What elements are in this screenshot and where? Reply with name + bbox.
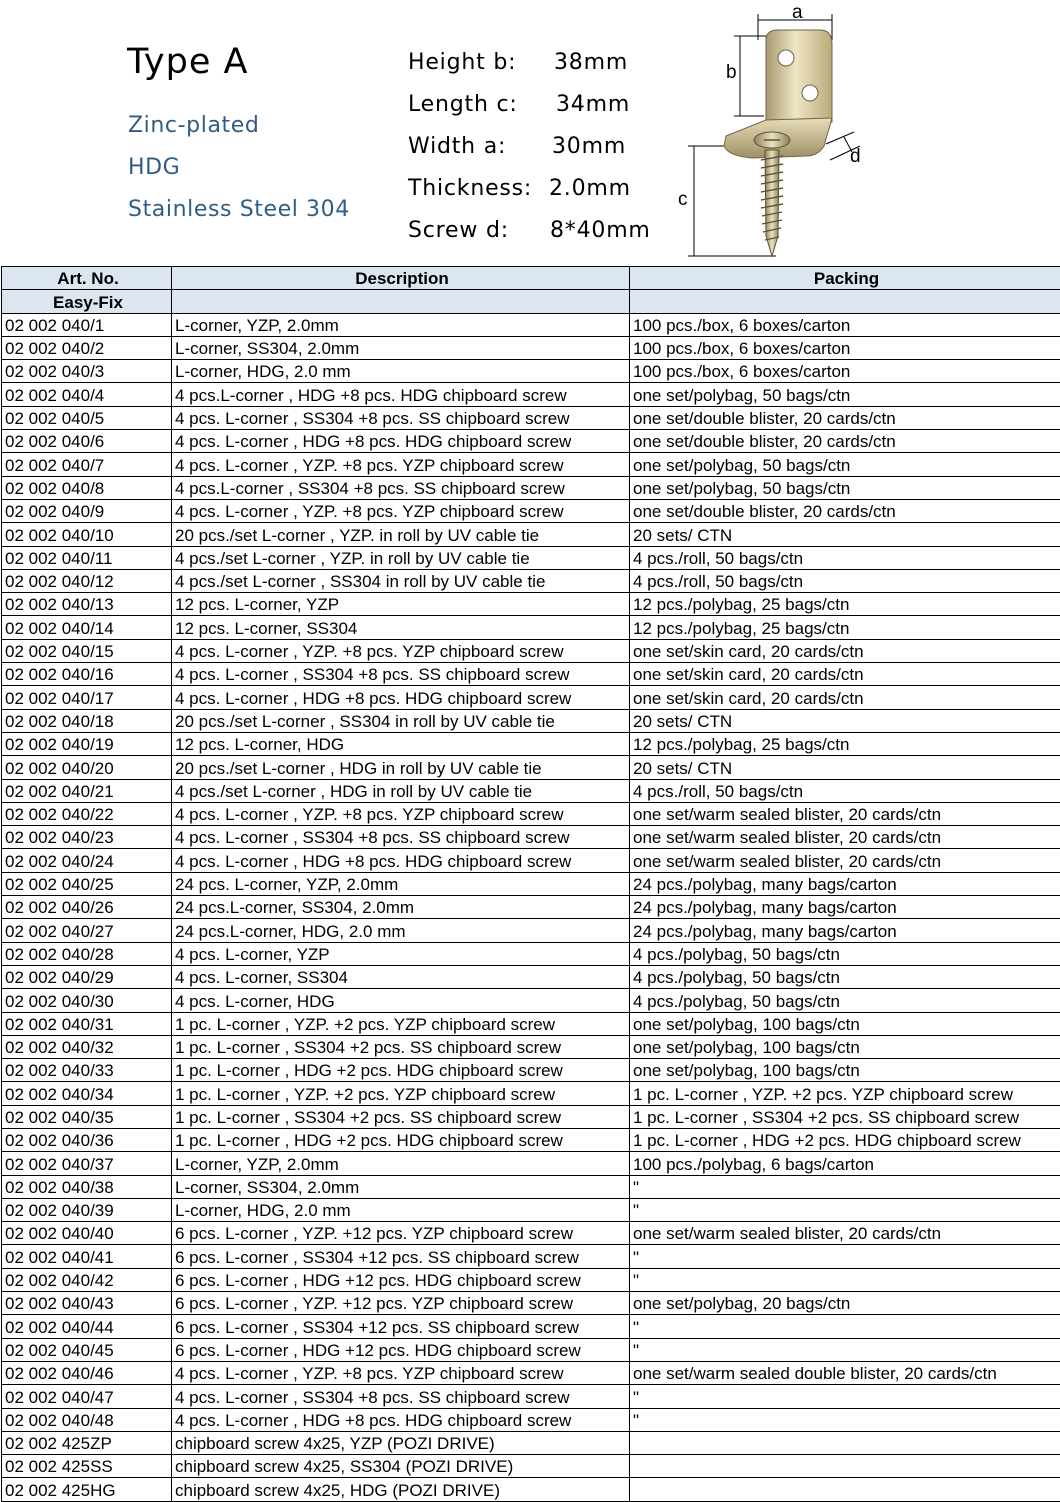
- cell-description: 4 pcs./set L-corner , HDG in roll by UV cable tie: [172, 779, 630, 802]
- cell-description: L-corner, YZP, 2.0mm: [172, 1152, 630, 1175]
- type-title: Type A: [127, 42, 248, 82]
- cell-art-no: 02 002 040/19: [2, 732, 172, 755]
- cell-packing: 12 pcs./polybag, 25 bags/ctn: [630, 732, 1060, 755]
- cell-packing: one set/skin card, 20 cards/ctn: [630, 686, 1060, 709]
- table-row: [2, 1385, 1060, 1408]
- table-row: [2, 1012, 1060, 1035]
- cell-packing: 4 pcs./polybag, 50 bags/ctn: [630, 942, 1060, 965]
- cell-description: 4 pcs. L-corner, SS304: [172, 965, 630, 988]
- cell-art-no: 02 002 040/27: [2, 919, 172, 942]
- cell-art-no: 02 002 040/46: [2, 1361, 172, 1384]
- cell-art-no: 02 002 040/32: [2, 1035, 172, 1058]
- spec-value: 2.0mm: [549, 176, 631, 201]
- table-row: [2, 756, 1060, 779]
- cell-art-no: 02 002 040/13: [2, 593, 172, 616]
- cell-packing: 1 pc. L-corner , HDG +2 pcs. HDG chipboard screw: [630, 1128, 1060, 1151]
- table-header-row: [2, 267, 1060, 290]
- table-row: [2, 1408, 1060, 1431]
- cell-art-no: 02 002 040/21: [2, 779, 172, 802]
- cell-packing: one set/skin card, 20 cards/ctn: [630, 639, 1060, 662]
- cell-packing: one set/double blister, 20 cards/ctn: [630, 499, 1060, 522]
- cell-description: 20 pcs./set L-corner , SS304 in roll by UV cable tie: [172, 709, 630, 732]
- cell-description: 1 pc. L-corner , YZP. +2 pcs. YZP chipboard screw: [172, 1012, 630, 1035]
- table-row: [2, 989, 1060, 1012]
- cell-art-no: 02 002 040/38: [2, 1175, 172, 1198]
- cell-description: 4 pcs. L-corner , HDG +8 pcs. HDG chipboard screw: [172, 430, 630, 453]
- table-row: [2, 1222, 1060, 1245]
- cell-art-no: 02 002 040/22: [2, 802, 172, 825]
- cell-description: 6 pcs. L-corner , HDG +12 pcs. HDG chipboard screw: [172, 1338, 630, 1361]
- cell-art-no: 02 002 040/33: [2, 1059, 172, 1082]
- label-d: d: [850, 146, 861, 167]
- table-row: [2, 802, 1060, 825]
- cell-art-no: 02 002 040/4: [2, 383, 172, 406]
- cell-packing: 100 pcs./box, 6 boxes/carton: [630, 336, 1060, 359]
- cell-art-no: 02 002 040/41: [2, 1245, 172, 1268]
- table-row: [2, 383, 1060, 406]
- cell-packing: ": [630, 1408, 1060, 1431]
- column-header-packing: Packing: [630, 267, 1060, 290]
- cell-description: 12 pcs. L-corner, SS304: [172, 616, 630, 639]
- cell-art-no: 02 002 040/14: [2, 616, 172, 639]
- table-row: [2, 1198, 1060, 1221]
- table-row: [2, 896, 1060, 919]
- cell-description: L-corner, SS304, 2.0mm: [172, 336, 630, 359]
- cell-art-no: 02 002 040/17: [2, 686, 172, 709]
- cell-art-no: 02 002 040/23: [2, 826, 172, 849]
- cell-packing: ": [630, 1198, 1060, 1221]
- label-c: c: [678, 189, 688, 210]
- cell-description: L-corner, YZP, 2.0mm: [172, 313, 630, 336]
- table-row: [2, 1268, 1060, 1291]
- cell-packing: 12 pcs./polybag, 25 bags/ctn: [630, 616, 1060, 639]
- cell-packing: 1 pc. L-corner , YZP. +2 pcs. YZP chipboard screw: [630, 1082, 1060, 1105]
- cell-art-no: 02 002 040/18: [2, 709, 172, 732]
- cell-packing: 100 pcs./polybag, 6 bags/carton: [630, 1152, 1060, 1175]
- cell-packing: 4 pcs./roll, 50 bags/ctn: [630, 546, 1060, 569]
- table-row: [2, 453, 1060, 476]
- cell-art-no: 02 002 040/6: [2, 430, 172, 453]
- table-row: [2, 779, 1060, 802]
- cell-description: 4 pcs. L-corner , YZP. +8 pcs. YZP chipboard screw: [172, 499, 630, 522]
- bracket-hole-icon: [778, 50, 794, 66]
- cell-art-no: 02 002 040/24: [2, 849, 172, 872]
- product-header: [0, 0, 1060, 266]
- cell-description: 4 pcs.L-corner , SS304 +8 pcs. SS chipboard screw: [172, 476, 630, 499]
- cell-packing: one set/warm sealed blister, 20 cards/ctn: [630, 849, 1060, 872]
- cell-packing: 4 pcs./roll, 50 bags/ctn: [630, 569, 1060, 592]
- cell-art-no: 02 002 040/43: [2, 1292, 172, 1315]
- cell-description: 4 pcs./set L-corner , YZP. in roll by UV cable tie: [172, 546, 630, 569]
- cell-packing: one set/polybag, 20 bags/ctn: [630, 1292, 1060, 1315]
- table-row: [2, 1152, 1060, 1175]
- table-row: [2, 360, 1060, 383]
- column-header-art-no: Art. No.: [2, 267, 172, 290]
- cell-packing: ": [630, 1385, 1060, 1408]
- cell-packing: 20 sets/ CTN: [630, 756, 1060, 779]
- table-row: [2, 1128, 1060, 1151]
- table-row: [2, 709, 1060, 732]
- group-row-easy-fix: [2, 290, 1060, 313]
- cell-packing: one set/skin card, 20 cards/ctn: [630, 663, 1060, 686]
- dimension-d: [826, 132, 861, 167]
- cell-packing: 4 pcs./polybag, 50 bags/ctn: [630, 965, 1060, 988]
- cell-packing: 12 pcs./polybag, 25 bags/ctn: [630, 593, 1060, 616]
- cell-art-no: 02 002 040/26: [2, 896, 172, 919]
- table-row: [2, 593, 1060, 616]
- table-row: [2, 663, 1060, 686]
- cell-packing: one set/polybag, 100 bags/ctn: [630, 1012, 1060, 1035]
- cell-packing: ": [630, 1338, 1060, 1361]
- cell-art-no: 02 002 040/34: [2, 1082, 172, 1105]
- cell-art-no: 02 002 425SS: [2, 1455, 172, 1478]
- spec-value: 8*40mm: [550, 218, 651, 243]
- cell-packing: 24 pcs./polybag, many bags/carton: [630, 872, 1060, 895]
- cell-description: 4 pcs. L-corner , YZP. +8 pcs. YZP chipboard screw: [172, 453, 630, 476]
- cell-description: 4 pcs. L-corner , SS304 +8 pcs. SS chipboard screw: [172, 826, 630, 849]
- table-row: [2, 849, 1060, 872]
- cell-description: chipboard screw 4x25, HDG (POZI DRIVE): [172, 1478, 630, 1501]
- cell-description: 4 pcs. L-corner , SS304 +8 pcs. SS chipboard screw: [172, 406, 630, 429]
- cell-art-no: 02 002 040/16: [2, 663, 172, 686]
- table-row: [2, 569, 1060, 592]
- cell-description: 20 pcs./set L-corner , YZP. in roll by UV cable tie: [172, 523, 630, 546]
- table-row: [2, 546, 1060, 569]
- cell-packing: 20 sets/ CTN: [630, 523, 1060, 546]
- cell-art-no: 02 002 040/11: [2, 546, 172, 569]
- spec-label: Height b:: [408, 50, 516, 75]
- cell-description: 6 pcs. L-corner , SS304 +12 pcs. SS chipboard screw: [172, 1315, 630, 1338]
- cell-packing: [630, 1455, 1060, 1478]
- spec-label: Screw d:: [408, 218, 509, 243]
- cell-description: 4 pcs. L-corner , YZP. +8 pcs. YZP chipboard screw: [172, 802, 630, 825]
- cell-description: 4 pcs. L-corner , YZP. +8 pcs. YZP chipboard screw: [172, 639, 630, 662]
- cell-art-no: 02 002 040/31: [2, 1012, 172, 1035]
- cell-art-no: 02 002 040/35: [2, 1105, 172, 1128]
- cell-description: 1 pc. L-corner , HDG +2 pcs. HDG chipboard screw: [172, 1128, 630, 1151]
- cell-description: 4 pcs. L-corner , SS304 +8 pcs. SS chipboard screw: [172, 663, 630, 686]
- cell-description: 1 pc. L-corner , SS304 +2 pcs. SS chipboard screw: [172, 1105, 630, 1128]
- cell-description: 1 pc. L-corner , YZP. +2 pcs. YZP chipboard screw: [172, 1082, 630, 1105]
- cell-description: 4 pcs. L-corner , SS304 +8 pcs. SS chipboard screw: [172, 1385, 630, 1408]
- cell-art-no: 02 002 040/25: [2, 872, 172, 895]
- table-row: [2, 1478, 1060, 1501]
- cell-packing: 100 pcs./box, 6 boxes/carton: [630, 313, 1060, 336]
- cell-packing: 1 pc. L-corner , SS304 +2 pcs. SS chipboard screw: [630, 1105, 1060, 1128]
- cell-packing: [630, 1478, 1060, 1501]
- cell-description: 6 pcs. L-corner , YZP. +12 pcs. YZP chipboard screw: [172, 1292, 630, 1315]
- cell-description: L-corner, HDG, 2.0 mm: [172, 360, 630, 383]
- table-row: [2, 942, 1060, 965]
- material-stainless: Stainless Steel 304: [128, 197, 350, 239]
- table-row: [2, 1431, 1060, 1454]
- cell-art-no: 02 002 040/45: [2, 1338, 172, 1361]
- material-list: [128, 113, 350, 239]
- table-row: [2, 430, 1060, 453]
- cell-art-no: 02 002 040/20: [2, 756, 172, 779]
- cell-art-no: 02 002 040/39: [2, 1198, 172, 1221]
- table-row: [2, 1175, 1060, 1198]
- bracket-vertical-plate: [766, 30, 832, 128]
- column-header-description: Description: [172, 267, 630, 290]
- cell-description: 1 pc. L-corner , SS304 +2 pcs. SS chipboard screw: [172, 1035, 630, 1058]
- spec-label: Thickness:: [408, 176, 532, 201]
- table-row: [2, 965, 1060, 988]
- l-corner-diagram: [668, 0, 908, 262]
- group-empty-cell: [172, 290, 630, 313]
- cell-packing: 100 pcs./box, 6 boxes/carton: [630, 360, 1060, 383]
- spec-value: 34mm: [556, 92, 630, 117]
- table-row: [2, 499, 1060, 522]
- cell-description: 6 pcs. L-corner , HDG +12 pcs. HDG chipboard screw: [172, 1268, 630, 1291]
- group-label: Easy-Fix: [2, 290, 172, 313]
- table-row: [2, 1059, 1060, 1082]
- cell-description: 4 pcs. L-corner , HDG +8 pcs. HDG chipboard screw: [172, 849, 630, 872]
- table-row: [2, 732, 1060, 755]
- cell-description: L-corner, SS304, 2.0mm: [172, 1175, 630, 1198]
- cell-art-no: 02 002 040/47: [2, 1385, 172, 1408]
- spec-value: 30mm: [552, 134, 626, 159]
- cell-packing: ": [630, 1245, 1060, 1268]
- table-row: [2, 919, 1060, 942]
- cell-description: 6 pcs. L-corner , SS304 +12 pcs. SS chipboard screw: [172, 1245, 630, 1268]
- cell-packing: one set/warm sealed blister, 20 cards/ctn: [630, 1222, 1060, 1245]
- material-zinc-plated: Zinc-plated: [128, 113, 350, 155]
- cell-art-no: 02 002 040/42: [2, 1268, 172, 1291]
- group-empty-cell: [630, 290, 1060, 313]
- cell-art-no: 02 002 040/37: [2, 1152, 172, 1175]
- cell-description: 4 pcs. L-corner, HDG: [172, 989, 630, 1012]
- cell-packing: ": [630, 1315, 1060, 1338]
- cell-packing: 24 pcs./polybag, many bags/carton: [630, 896, 1060, 919]
- cell-description: 24 pcs.L-corner, SS304, 2.0mm: [172, 896, 630, 919]
- table-row: [2, 616, 1060, 639]
- cell-art-no: 02 002 040/12: [2, 569, 172, 592]
- table-row: [2, 1361, 1060, 1384]
- cell-packing: one set/double blister, 20 cards/ctn: [630, 430, 1060, 453]
- cell-packing: one set/warm sealed blister, 20 cards/ctn: [630, 802, 1060, 825]
- cell-art-no: 02 002 040/48: [2, 1408, 172, 1431]
- cell-art-no: 02 002 040/44: [2, 1315, 172, 1338]
- cell-art-no: 02 002 040/5: [2, 406, 172, 429]
- table-row: [2, 336, 1060, 359]
- cell-packing: one set/polybag, 50 bags/ctn: [630, 476, 1060, 499]
- cell-description: chipboard screw 4x25, YZP (POZI DRIVE): [172, 1431, 630, 1454]
- cell-art-no: 02 002 040/2: [2, 336, 172, 359]
- cell-description: 4 pcs. L-corner , YZP. +8 pcs. YZP chipboard screw: [172, 1361, 630, 1384]
- cell-art-no: 02 002 425ZP: [2, 1431, 172, 1454]
- label-b: b: [726, 62, 737, 83]
- table-row: [2, 476, 1060, 499]
- table-row: [2, 313, 1060, 336]
- cell-packing: [630, 1431, 1060, 1454]
- cell-packing: 4 pcs./polybag, 50 bags/ctn: [630, 989, 1060, 1012]
- cell-description: 12 pcs. L-corner, YZP: [172, 593, 630, 616]
- cell-art-no: 02 002 040/7: [2, 453, 172, 476]
- cell-art-no: 02 002 040/40: [2, 1222, 172, 1245]
- cell-art-no: 02 002 040/30: [2, 989, 172, 1012]
- table-row: [2, 1245, 1060, 1268]
- table-row: [2, 1082, 1060, 1105]
- cell-art-no: 02 002 040/10: [2, 523, 172, 546]
- cell-art-no: 02 002 040/9: [2, 499, 172, 522]
- label-a: a: [792, 2, 803, 23]
- cell-art-no: 02 002 040/3: [2, 360, 172, 383]
- cell-art-no: 02 002 040/36: [2, 1128, 172, 1151]
- material-hdg: HDG: [128, 155, 350, 197]
- cell-description: 4 pcs. L-corner , HDG +8 pcs. HDG chipboard screw: [172, 686, 630, 709]
- cell-description: 4 pcs.L-corner , HDG +8 pcs. HDG chipboard screw: [172, 383, 630, 406]
- cell-art-no: 02 002 040/8: [2, 476, 172, 499]
- product-table: [1, 266, 1060, 1502]
- cell-description: 6 pcs. L-corner , YZP. +12 pcs. YZP chipboard screw: [172, 1222, 630, 1245]
- cell-packing: one set/polybag, 100 bags/ctn: [630, 1059, 1060, 1082]
- dimension-b: [726, 36, 772, 116]
- cell-packing: 20 sets/ CTN: [630, 709, 1060, 732]
- cell-packing: 4 pcs./roll, 50 bags/ctn: [630, 779, 1060, 802]
- cell-packing: ": [630, 1175, 1060, 1198]
- cell-packing: ": [630, 1268, 1060, 1291]
- cell-art-no: 02 002 425HG: [2, 1478, 172, 1501]
- table-row: [2, 1455, 1060, 1478]
- cell-packing: one set/polybag, 50 bags/ctn: [630, 383, 1060, 406]
- bracket-hole-icon: [802, 85, 818, 101]
- table-row: [2, 1338, 1060, 1361]
- table-row: [2, 1315, 1060, 1338]
- spec-label: Width a:: [408, 134, 506, 159]
- table-row: [2, 686, 1060, 709]
- cell-packing: one set/warm sealed blister, 20 cards/ctn: [630, 826, 1060, 849]
- table-row: [2, 406, 1060, 429]
- cell-description: 12 pcs. L-corner, HDG: [172, 732, 630, 755]
- dimension-c: [678, 146, 776, 256]
- spec-label: Length c:: [408, 92, 518, 117]
- cell-packing: one set/warm sealed double blister, 20 cards/ctn: [630, 1361, 1060, 1384]
- spec-value: 38mm: [554, 50, 628, 75]
- cell-description: 4 pcs. L-corner , HDG +8 pcs. HDG chipboard screw: [172, 1408, 630, 1431]
- cell-description: 4 pcs. L-corner, YZP: [172, 942, 630, 965]
- cell-art-no: 02 002 040/1: [2, 313, 172, 336]
- cell-description: 1 pc. L-corner , HDG +2 pcs. HDG chipboard screw: [172, 1059, 630, 1082]
- cell-packing: one set/polybag, 100 bags/ctn: [630, 1035, 1060, 1058]
- table-row: [2, 1035, 1060, 1058]
- cell-art-no: 02 002 040/29: [2, 965, 172, 988]
- cell-art-no: 02 002 040/15: [2, 639, 172, 662]
- table-row: [2, 1105, 1060, 1128]
- cell-packing: one set/polybag, 50 bags/ctn: [630, 453, 1060, 476]
- cell-art-no: 02 002 040/28: [2, 942, 172, 965]
- cell-description: chipboard screw 4x25, SS304 (POZI DRIVE): [172, 1455, 630, 1478]
- table-row: [2, 523, 1060, 546]
- cell-packing: 24 pcs./polybag, many bags/carton: [630, 919, 1060, 942]
- table-row: [2, 826, 1060, 849]
- cell-description: 24 pcs. L-corner, YZP, 2.0mm: [172, 872, 630, 895]
- table-row: [2, 639, 1060, 662]
- table-row: [2, 1292, 1060, 1315]
- cell-packing: one set/double blister, 20 cards/ctn: [630, 406, 1060, 429]
- table-row: [2, 872, 1060, 895]
- cell-description: 4 pcs./set L-corner , SS304 in roll by UV cable tie: [172, 569, 630, 592]
- cell-description: 20 pcs./set L-corner , HDG in roll by UV cable tie: [172, 756, 630, 779]
- cell-description: 24 pcs.L-corner, HDG, 2.0 mm: [172, 919, 630, 942]
- cell-description: L-corner, HDG, 2.0 mm: [172, 1198, 630, 1221]
